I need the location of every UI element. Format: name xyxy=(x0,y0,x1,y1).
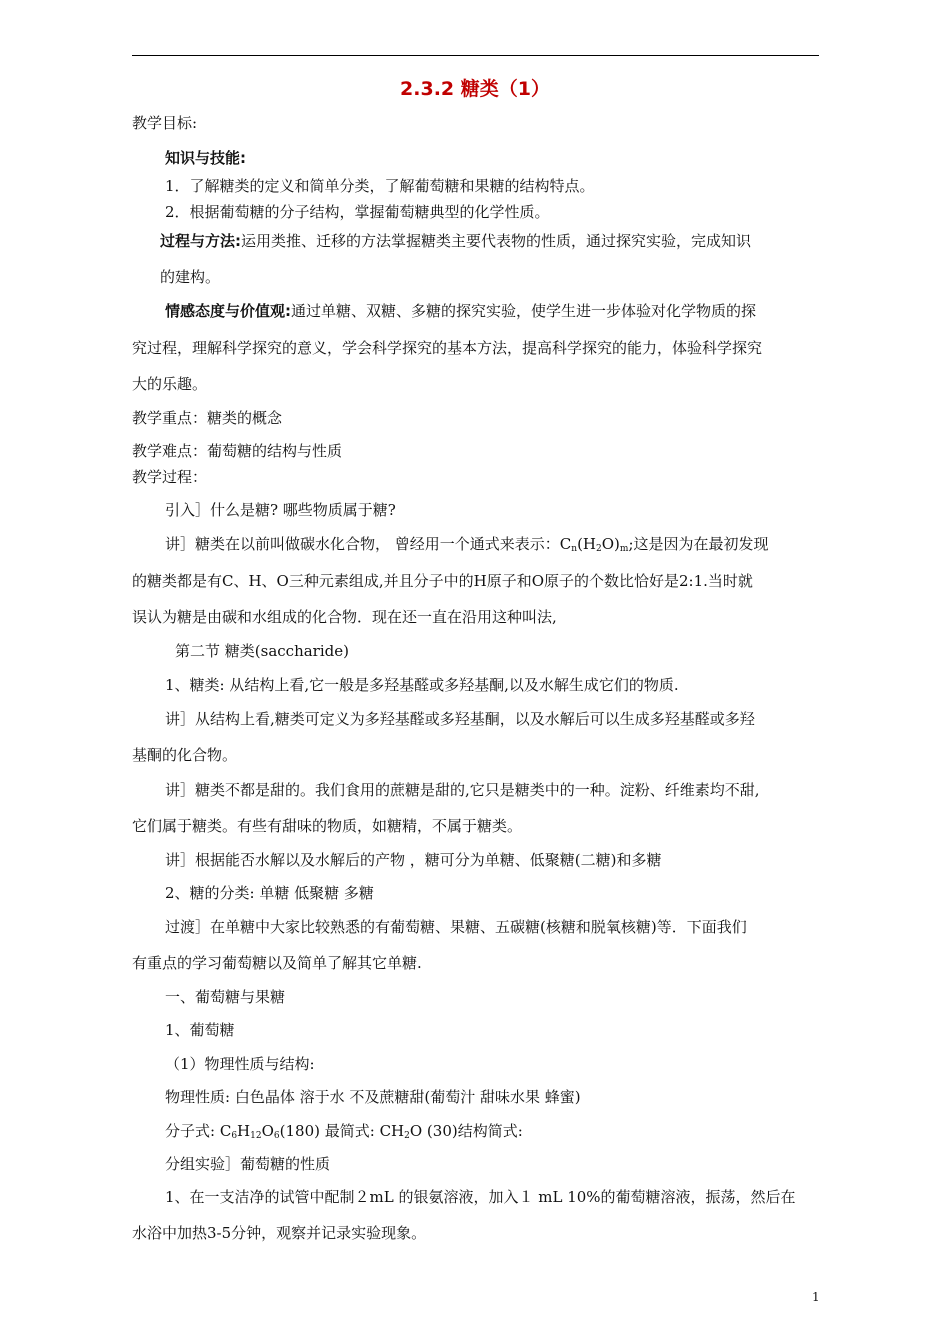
classification-line: 2、糖的分类: 单糖 低聚糖 多糖 xyxy=(165,884,374,902)
emotion-label: 情感态度与价值观: xyxy=(165,302,291,320)
emotion-text-cont: 究过程，理解科学探究的意义，学会科学探究的基本方法，提高科学探究的能力，体验科学探究 xyxy=(132,339,763,357)
page-title: 2.3.2 糖类（1） xyxy=(400,78,550,100)
knowledge-item-2: 2．根据葡萄糖的分子结构，掌握葡萄糖典型的化学性质。 xyxy=(165,203,550,221)
general-formula: $C_n(H_2O)_m$ xyxy=(559,535,629,554)
teaching-difficulty: 教学难点：葡萄糖的结构与性质 xyxy=(132,442,343,460)
lecture-1-line-3: 误认为糖是由碳和水组成的化合物．现在还一直在沿用这种叫法, xyxy=(132,608,557,626)
section-heading: 第二节 糖类(saccharide) xyxy=(175,642,349,660)
lecture-1-line-1 xyxy=(165,534,769,559)
heading-physical: （1）物理性质与结构: xyxy=(165,1055,315,1073)
transition-line-2: 有重点的学习葡萄糖以及简单了解其它单糖. xyxy=(132,954,422,972)
header-rule xyxy=(132,55,819,56)
lecture-4-line: 讲］根据能否水解以及水解后的产物 ，糖可分为单糖、低聚糖(二糖)和多糖 xyxy=(165,851,662,869)
process-paragraph xyxy=(160,231,751,251)
transition-line-1: 过渡］在单糖中大家比较熟悉的有葡萄糖、果糖、五碳糖(核糖和脱氧核糖)等．下面我们 xyxy=(165,918,747,936)
lecture-1-text: 讲］糖类在以前叫做碳水化合物， 曾经用一个通式来表示： xyxy=(165,535,560,553)
heading-glucose: 1、葡萄糖 xyxy=(165,1021,235,1039)
objectives-label: 教学目标: xyxy=(132,114,198,132)
definition-line: 1、糖类: 从结构上看,它一般是多羟基醛或多羟基酮,以及水解生成它们的物质. xyxy=(165,676,679,694)
intro-line: 引入］什么是糖? 哪些物质属于糖? xyxy=(165,501,396,519)
lecture-3-line-2: 它们属于糖类。有些有甜味的物质，如糖精，不属于糖类。 xyxy=(132,817,523,835)
teaching-focus: 教学重点：糖类的概念 xyxy=(132,409,283,427)
heading-glucose-fructose: 一、葡萄糖与果糖 xyxy=(165,988,286,1006)
molecular-formula-line: 分子式: $C_6H_{12}O_6(180)$ 最简式: $CH_2O$ (30)结构简式: xyxy=(165,1122,523,1141)
lecture-3-line-1: 讲］糖类不都是甜的。我们食用的蔗糖是甜的,它只是糖类中的一种。淀粉、纤维素均不甜, xyxy=(165,781,760,799)
process-text: 运用类推、迁移的方法掌握糖类主要代表物的性质，通过探究实验，完成知识 xyxy=(241,232,752,250)
experiment-1-line-1: 1、在一支洁净的试管中配制２mL 的银氨溶液，加入１ mL 10%的葡萄糖溶液，振荡，然后在 xyxy=(165,1188,796,1206)
lecture-2-line-1: 讲］从结构上看,糖类可定义为多羟基醛或多羟基酮，以及水解后可以生成多羟基醛或多羟 xyxy=(165,710,755,728)
knowledge-item-1: 1．了解糖类的定义和简单分类，了解葡萄糖和果糖的结构特点。 xyxy=(165,177,595,195)
teaching-procedure: 教学过程： xyxy=(132,468,208,486)
lecture-1-line-2: 的糖类都是有C、H、O三种元素组成,并且分子中的H原子和O原子的个数比恰好是2:1.当时就 xyxy=(132,572,753,590)
process-label: 过程与方法: xyxy=(160,232,241,250)
page-number: 1 xyxy=(812,1290,820,1304)
lecture-2-line-2: 基酮的化合物。 xyxy=(132,746,238,764)
process-text-cont: 的建构。 xyxy=(160,268,221,286)
emotion-paragraph xyxy=(165,301,756,321)
emotion-text-end: 大的乐趣。 xyxy=(132,375,208,393)
group-experiment: 分组实验］葡萄糖的性质 xyxy=(165,1155,331,1173)
lecture-1-text-end: ;这是因为在最初发现 xyxy=(628,535,769,553)
experiment-1-line-2: 水浴中加热3-5分钟，观察并记录实验现象。 xyxy=(132,1224,427,1242)
knowledge-label: 知识与技能: xyxy=(165,149,246,167)
emotion-text: 通过单糖、双糖、多糖的探究实验，使学生进一步体验对化学物质的探 xyxy=(291,302,757,320)
physical-properties: 物理性质: 白色晶体 溶于水 不及蔗糖甜(葡萄汁 甜味水果 蜂蜜) xyxy=(165,1088,581,1106)
